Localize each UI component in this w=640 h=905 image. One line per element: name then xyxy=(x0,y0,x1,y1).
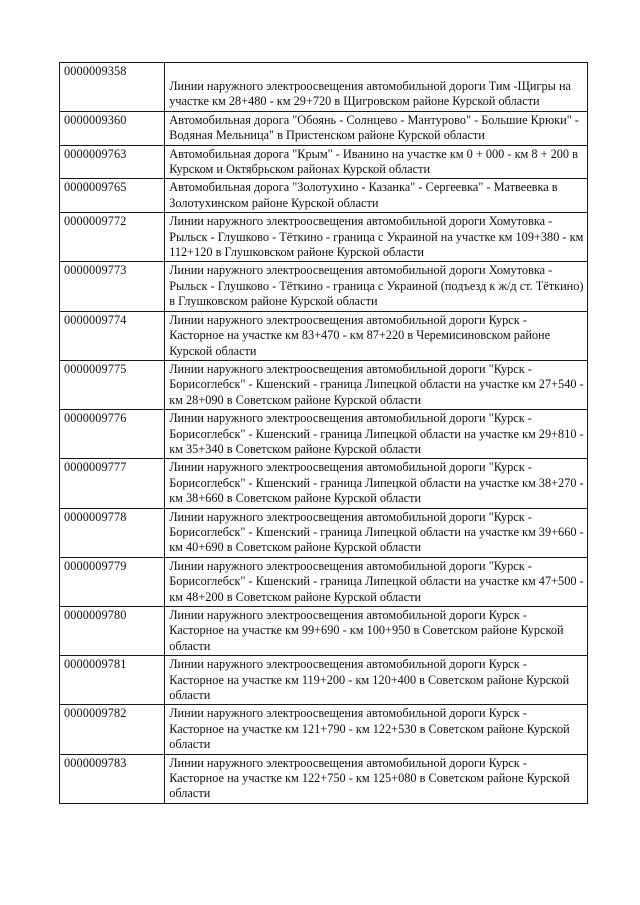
row-name: Линии наружного электроосвещения автомобильной дороги Курск - Касторное на участке км 121+790 - км 122+530 в Советском районе Курской области xyxy=(165,705,588,754)
row-code: 0000009777 xyxy=(60,459,165,508)
row-name: Линии наружного электроосвещения автомобильной дороги "Курск - Борисоглебск" - Кшенский - граница Липецкой области на участке км 39+660 - км 40+690 в Советском районе Курской области xyxy=(165,508,588,557)
row-code: 0000009765 xyxy=(60,179,165,213)
row-name: Линии наружного электроосвещения автомобильной дороги Хомутовка - Рыльск - Глушково - Тёткино - граница с Украиной на участке км 109+380 - км 112+120 в Глушковском районе Курской области xyxy=(165,213,588,262)
table-row xyxy=(60,111,588,145)
table-row xyxy=(60,179,588,213)
row-code: 0000009781 xyxy=(60,656,165,705)
row-name: Линии наружного электроосвещения автомобильной дороги "Курск - Борисоглебск" - Кшенский - граница Липецкой области на участке км 38+270 - км 38+660 в Советском районе Курской области xyxy=(165,459,588,508)
table-row xyxy=(60,557,588,606)
row-name: Автомобильная дорога "Крым" - Иванино на участке км 0 + 000 - км 8 + 200 в Курском и Октябрьском районах Курской области xyxy=(165,145,588,179)
row-name: Линии наружного электроосвещения автомобильной дороги Курск - Касторное на участке км 99+690 - км 100+950 в Советском районе Курской области xyxy=(165,607,588,656)
table-row xyxy=(60,754,588,803)
table-row xyxy=(60,262,588,311)
row-name: Линии наружного электроосвещения автомобильной дороги Курск - Касторное на участке км 83+470 - км 87+220 в Черемисиновском районе Курской области xyxy=(165,311,588,360)
row-name: Линии наружного электроосвещения автомобильной дороги Курск - Касторное на участке км 122+750 - км 125+080 в Советском районе Курской области xyxy=(165,754,588,803)
row-code: 0000009782 xyxy=(60,705,165,754)
table-row xyxy=(60,656,588,705)
registry-table xyxy=(59,62,588,804)
row-code: 0000009775 xyxy=(60,360,165,409)
table-row xyxy=(60,213,588,262)
row-name: Линии наружного электроосвещения автомобильной дороги "Курск - Борисоглебск" - Кшенский - граница Липецкой области на участке км 27+540 - км 28+090 в Советском районе Курской области xyxy=(165,360,588,409)
table-row xyxy=(60,607,588,656)
row-name: Линии наружного электроосвещения автомобильной дороги Курск - Касторное на участке км 119+200 - км 120+400 в Советском районе Курской области xyxy=(165,656,588,705)
table-row xyxy=(60,459,588,508)
row-code: 0000009776 xyxy=(60,410,165,459)
row-code: 0000009772 xyxy=(60,213,165,262)
row-code: 0000009774 xyxy=(60,311,165,360)
row-name: Линии наружного электроосвещения автомобильной дороги "Курск - Борисоглебск" - Кшенский - граница Липецкой области на участке км 29+810 - км 35+340 в Советском районе Курской области xyxy=(165,410,588,459)
row-name: Линии наружного электроосвещения автомобильной дороги Хомутовка - Рыльск - Глушково - Тёткино - граница с Украиной (подъезд к ж/д ст. Тёткино) в Глушковском районе Курской области xyxy=(165,262,588,311)
row-name: Автомобильная дорога "Обоянь - Солнцево - Мантурово" - Большие Крюки" - Водяная Мельница" в Пристенском районе Курской области xyxy=(165,111,588,145)
registry-table-body xyxy=(60,63,588,804)
table-row xyxy=(60,705,588,754)
table-row xyxy=(60,145,588,179)
row-code: 0000009778 xyxy=(60,508,165,557)
row-name: Автомобильная дорога "Золотухино - Казанка" - Сергеевка" - Матвеевка в Золотухинском районе Курской области xyxy=(165,179,588,213)
row-code: 0000009358 xyxy=(60,63,165,112)
row-code: 0000009779 xyxy=(60,557,165,606)
row-code: 0000009773 xyxy=(60,262,165,311)
table-row xyxy=(60,311,588,360)
row-code: 0000009360 xyxy=(60,111,165,145)
row-name: Линии наружного электроосвещения автомобильной дороги "Курск - Борисоглебск" - Кшенский - граница Липецкой области на участке км 47+500 - км 48+200 в Советском районе Курской области xyxy=(165,557,588,606)
row-code: 0000009763 xyxy=(60,145,165,179)
row-code: 0000009783 xyxy=(60,754,165,803)
table-row xyxy=(60,63,588,112)
row-code: 0000009780 xyxy=(60,607,165,656)
table-row xyxy=(60,410,588,459)
table-row xyxy=(60,508,588,557)
row-name: Линии наружного электроосвещения автомобильной дороги Тим -Щигры на участке км 28+480 - км 29+720 в Щигровском районе Курской области xyxy=(165,63,588,112)
table-row xyxy=(60,360,588,409)
